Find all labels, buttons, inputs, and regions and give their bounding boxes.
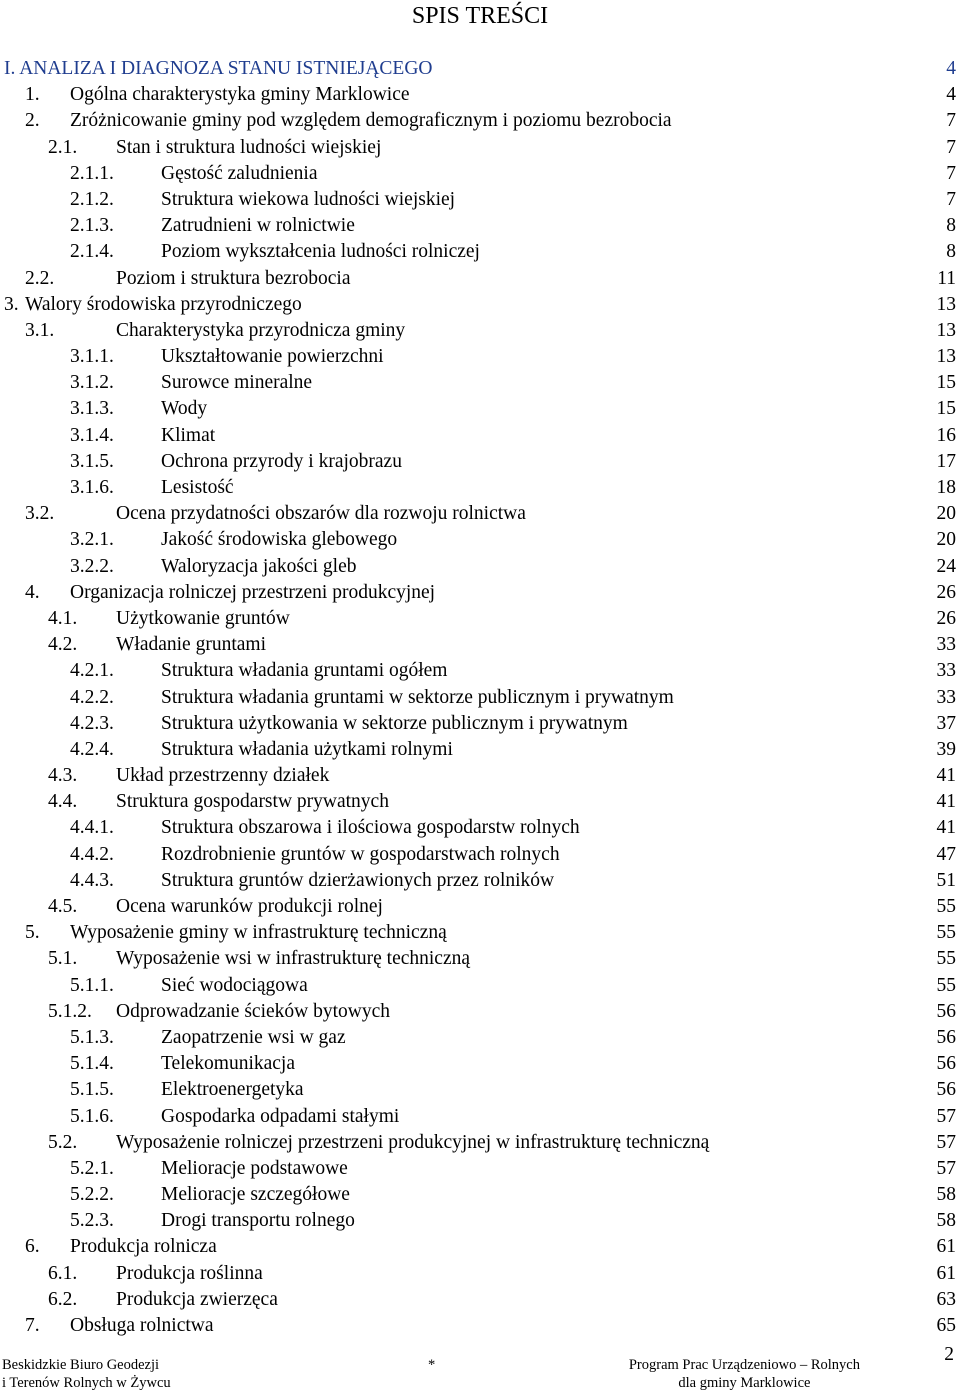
toc-entry-title: Wyposażenie wsi w infrastrukturę techniczną bbox=[116, 948, 471, 970]
toc-entry[interactable] bbox=[0, 554, 960, 580]
toc-entry-number: 5.1.5. bbox=[70, 1079, 114, 1101]
toc-entry[interactable] bbox=[0, 763, 960, 789]
toc-entry-number: 5.2.1. bbox=[70, 1157, 114, 1179]
toc-entry-number: 2. bbox=[25, 110, 40, 132]
toc-entry-title: Poziom wykształcenia ludności rolniczej bbox=[161, 241, 480, 263]
toc-entry-page: 13 bbox=[936, 346, 956, 368]
toc-entry[interactable] bbox=[0, 135, 960, 161]
toc-entry-page: 37 bbox=[936, 712, 956, 734]
toc-entry-page: 11 bbox=[937, 267, 956, 289]
toc-entry-title: Charakterystyka przyrodnicza gminy bbox=[116, 319, 406, 341]
toc-entry[interactable] bbox=[0, 344, 960, 370]
footer-right-line1: Program Prac Urządzeniowo – Rolnych bbox=[628, 1357, 860, 1373]
toc-entry[interactable] bbox=[0, 737, 960, 763]
toc-entry-page: 61 bbox=[936, 1262, 956, 1284]
toc-entry[interactable] bbox=[0, 396, 960, 422]
toc-entry[interactable] bbox=[0, 239, 960, 265]
toc-entry-page: 33 bbox=[936, 686, 956, 708]
toc-entry-number: 3.1.3. bbox=[70, 398, 114, 420]
toc-entry-title: Struktura władania użytkami rolnymi bbox=[161, 738, 453, 760]
toc-entry-number: 5.1.6. bbox=[70, 1105, 114, 1127]
toc-entry-page: 39 bbox=[936, 738, 956, 760]
toc-entry-page: 65 bbox=[936, 1315, 956, 1336]
toc-entry-page: 51 bbox=[936, 869, 956, 891]
toc-entry-title: Melioracje szczegółowe bbox=[161, 1184, 350, 1206]
toc-entry[interactable] bbox=[0, 501, 960, 527]
toc-entry-number: 5.1.3. bbox=[70, 1026, 114, 1048]
toc-entry-number: 5. bbox=[25, 922, 40, 944]
toc-entry-page: 8 bbox=[946, 241, 956, 263]
toc-entry-title: Struktura gospodarstw prywatnych bbox=[116, 791, 389, 813]
toc-entry-title: Zróżnicowanie gminy pod względem demograficznym i poziomu bezrobocia bbox=[70, 110, 672, 132]
toc-entry-number: 3.1.6. bbox=[70, 477, 114, 498]
toc-entry[interactable] bbox=[0, 266, 960, 292]
toc-entry-number: 5.1.2. bbox=[48, 1000, 92, 1022]
toc-entry-page: 56 bbox=[936, 1079, 956, 1101]
toc-entry-page: 55 bbox=[936, 896, 956, 917]
toc-entry-page: 7 bbox=[946, 188, 956, 210]
toc-entry-title: Stan i struktura ludności wiejskiej bbox=[116, 136, 382, 158]
toc-entry-number: 4.2. bbox=[48, 634, 78, 656]
toc-entry-page: 55 bbox=[936, 922, 956, 944]
toc-entry-page: 41 bbox=[936, 765, 956, 787]
toc-entry-title: Użytkowanie gruntów bbox=[116, 607, 290, 629]
toc-entry-title: Układ przestrzenny działek bbox=[116, 765, 330, 787]
toc-entry[interactable] bbox=[0, 580, 960, 606]
toc-entry-page: 33 bbox=[936, 634, 956, 656]
toc-entry-title: Wody bbox=[161, 398, 208, 420]
toc-entry-page: 55 bbox=[936, 974, 956, 996]
toc-entry-page: 13 bbox=[936, 293, 956, 315]
toc-entry-title: Gęstość zaludnienia bbox=[161, 162, 318, 184]
toc-entry-title: Struktura władania gruntami ogółem bbox=[161, 660, 448, 682]
toc-entry-number: 2.1.1. bbox=[70, 162, 114, 184]
toc-entry-title: Ocena przydatności obszarów dla rozwoju rolnictwa bbox=[116, 503, 526, 525]
toc-entry-page: 15 bbox=[936, 372, 956, 394]
toc-entry[interactable] bbox=[0, 789, 960, 815]
toc-entry-number: 4.2.4. bbox=[70, 738, 114, 760]
toc-entry-number: 3. bbox=[4, 293, 19, 315]
toc-entry-number: 6.1. bbox=[48, 1262, 78, 1284]
toc-entry[interactable] bbox=[0, 842, 960, 868]
toc-entry-title: Produkcja roślinna bbox=[116, 1262, 263, 1284]
toc-entry-title: Surowce mineralne bbox=[161, 372, 313, 394]
toc-entry[interactable] bbox=[0, 82, 960, 108]
toc-entry[interactable] bbox=[0, 1156, 960, 1182]
toc-entry-page: 58 bbox=[936, 1210, 956, 1232]
toc-entry-page: 61 bbox=[936, 1236, 956, 1258]
toc-entry-number: 3.1.2. bbox=[70, 372, 114, 394]
toc-entry[interactable] bbox=[0, 1130, 960, 1156]
toc-entry-page: 16 bbox=[936, 424, 956, 446]
toc-entry-number: 6. bbox=[25, 1236, 40, 1258]
toc-entry-page: 18 bbox=[936, 477, 956, 498]
toc-entry-title: Wyposażenie rolniczej przestrzeni produkcyjnej w infrastrukturę techniczną bbox=[116, 1131, 710, 1153]
toc-entry[interactable] bbox=[0, 711, 960, 737]
toc-entry-page: 63 bbox=[936, 1288, 956, 1310]
toc-entry-page: 58 bbox=[936, 1184, 956, 1206]
toc-entry-title: Elektroenergetyka bbox=[161, 1079, 304, 1101]
toc-entry-title: Klimat bbox=[161, 424, 216, 446]
toc-entry-title: Telekomunikacja bbox=[161, 1053, 295, 1075]
toc-entry-number: 3.2. bbox=[25, 503, 55, 525]
toc-entry-page: 8 bbox=[946, 215, 956, 237]
toc-entry[interactable] bbox=[0, 1234, 960, 1260]
toc-entry-page: 41 bbox=[936, 817, 956, 839]
toc-entry-number: 2.2. bbox=[25, 267, 55, 289]
toc-entry-title: Ogólna charakterystyka gminy Marklowice bbox=[70, 84, 410, 106]
toc-entry-title: Drogi transportu rolnego bbox=[161, 1210, 355, 1232]
toc-entry-page: 57 bbox=[936, 1131, 956, 1153]
toc-entry-title: ANALIZA I DIAGNOZA STANU ISTNIEJĄCEGO bbox=[19, 58, 433, 79]
toc-entry-number: 4.4.3. bbox=[70, 869, 114, 891]
toc-entry-number: 5.2. bbox=[48, 1131, 78, 1153]
toc-entry-number: 4.1. bbox=[48, 607, 78, 629]
toc-entry-page: 13 bbox=[936, 319, 956, 341]
toc-entry[interactable] bbox=[0, 187, 960, 213]
toc-entry[interactable] bbox=[0, 606, 960, 632]
toc-entry-page: 17 bbox=[936, 450, 956, 472]
toc-entry-title: Odprowadzanie ścieków bytowych bbox=[116, 1000, 390, 1022]
page-footer bbox=[0, 1356, 960, 1393]
toc-entry-title: Zatrudnieni w rolnictwie bbox=[161, 215, 355, 237]
toc-entry-title: Ukształtowanie powierzchni bbox=[161, 346, 384, 368]
toc-entry[interactable] bbox=[0, 161, 960, 187]
toc-entry-title: Waloryzacja jakości gleb bbox=[161, 555, 357, 577]
toc-entry[interactable] bbox=[0, 658, 960, 684]
toc-entry-title: Ochrona przyrody i krajobrazu bbox=[161, 450, 402, 472]
toc-entry-page: 4 bbox=[946, 58, 956, 79]
toc-entry[interactable] bbox=[0, 527, 960, 553]
toc-entry-number: 4.2.2. bbox=[70, 686, 114, 708]
toc-entry-page: 47 bbox=[936, 843, 956, 865]
toc-entry-number: 5.1.4. bbox=[70, 1053, 114, 1075]
toc-entry-number: 3.1.4. bbox=[70, 424, 114, 446]
toc-entry-page: 7 bbox=[946, 136, 956, 158]
toc-entry-page: 24 bbox=[936, 555, 956, 577]
toc-entry-number: 4.5. bbox=[48, 896, 78, 917]
toc-entry-title: Organizacja rolniczej przestrzeni produkcyjnej bbox=[70, 581, 436, 603]
toc-entry-page: 20 bbox=[936, 529, 956, 551]
toc-entry-title: Walory środowiska przyrodniczego bbox=[25, 293, 302, 315]
toc-entry[interactable] bbox=[0, 370, 960, 396]
footer-left bbox=[2, 1356, 171, 1392]
toc-entry[interactable] bbox=[0, 292, 960, 318]
footer-left-line1: Beskidzkie Biuro Geodezji bbox=[2, 1357, 160, 1373]
toc-entry[interactable] bbox=[0, 894, 960, 920]
toc-entry-title: Rozdrobnienie gruntów w gospodarstwach rolnych bbox=[161, 843, 560, 865]
toc-entry[interactable] bbox=[0, 920, 960, 946]
page-title: SPIS TREŚCI bbox=[411, 3, 549, 29]
toc-entry[interactable] bbox=[0, 1182, 960, 1208]
toc-entry[interactable] bbox=[0, 946, 960, 972]
toc-entry-number: 3.2.1. bbox=[70, 529, 114, 551]
toc-entry-page: 20 bbox=[936, 503, 956, 525]
toc-entry-number: 5.1.1. bbox=[70, 974, 114, 996]
toc-entry-page: 7 bbox=[946, 162, 956, 184]
toc-entry-title: Władanie gruntami bbox=[116, 634, 266, 656]
page-number: 2 bbox=[944, 1344, 954, 1365]
toc-entry-number: 2.1.4. bbox=[70, 241, 114, 263]
toc-entry-title: Struktura obszarowa i ilościowa gospodarstw rolnych bbox=[161, 817, 580, 839]
toc-entry-title: Struktura gruntów dzierżawionych przez rolników bbox=[161, 869, 555, 891]
toc-entry[interactable] bbox=[0, 1313, 960, 1339]
toc-entry-page: 26 bbox=[936, 607, 956, 629]
toc-entry-title: Struktura wiekowa ludności wiejskiej bbox=[161, 188, 456, 210]
toc-entry[interactable] bbox=[0, 1077, 960, 1103]
toc-entry-number: 3.1. bbox=[25, 319, 55, 341]
toc-entry-page: 7 bbox=[946, 110, 956, 132]
toc-entry-title: Zaopatrzenie wsi w gaz bbox=[161, 1026, 346, 1048]
toc-entry-title: Ocena warunków produkcji rolnej bbox=[116, 896, 383, 917]
toc-entry-number: 3.1.1. bbox=[70, 346, 114, 368]
toc-entry-number: 4.3. bbox=[48, 765, 78, 787]
toc-entry-title: Jakość środowiska glebowego bbox=[161, 529, 398, 551]
toc-entry[interactable] bbox=[0, 815, 960, 841]
toc-entry-number: 6.2. bbox=[48, 1288, 78, 1310]
toc-entry-number: 3.1.5. bbox=[70, 450, 114, 472]
toc-entry-page: 41 bbox=[936, 791, 956, 813]
toc-entry-page: 33 bbox=[936, 660, 956, 682]
toc-entry-number: 4. bbox=[25, 581, 40, 603]
toc-entry-page: 55 bbox=[936, 948, 956, 970]
toc-entry[interactable] bbox=[0, 108, 960, 134]
toc-entry-page: 26 bbox=[936, 581, 956, 603]
toc-entry-page: 56 bbox=[936, 1000, 956, 1022]
toc-entry-number: 5.2.3. bbox=[70, 1210, 114, 1232]
footer-right-line2: dla gminy Marklowice bbox=[678, 1375, 811, 1391]
toc-entry-title: Struktura władania gruntami w sektorze publicznym i prywatnym bbox=[161, 686, 674, 708]
toc-entry-title: Gospodarka odpadami stałymi bbox=[161, 1105, 400, 1127]
toc-entry[interactable] bbox=[0, 1261, 960, 1287]
toc-entry-title: Lesistość bbox=[161, 477, 234, 498]
toc-entry[interactable] bbox=[0, 475, 960, 501]
toc-entry[interactable] bbox=[0, 449, 960, 475]
toc-entry-page: 56 bbox=[936, 1053, 956, 1075]
toc-entry[interactable] bbox=[0, 685, 960, 711]
toc-entry-title: Poziom i struktura bezrobocia bbox=[116, 267, 351, 289]
toc-entry-page: 56 bbox=[936, 1026, 956, 1048]
toc-entry-number: 7. bbox=[25, 1315, 40, 1336]
toc-entry-number: 4.4. bbox=[48, 791, 78, 813]
toc-entry-number: I. bbox=[4, 58, 16, 79]
toc-entry[interactable] bbox=[0, 1208, 960, 1234]
toc-entry-page: 15 bbox=[936, 398, 956, 420]
toc-entry-number: 5.1. bbox=[48, 948, 78, 970]
toc-entry-number: 2.1.3. bbox=[70, 215, 114, 237]
toc-entry-number: 2.1. bbox=[48, 136, 78, 158]
toc-entry[interactable] bbox=[0, 56, 960, 82]
toc-entry-number: 1. bbox=[25, 84, 40, 106]
toc-entry-page: 57 bbox=[936, 1105, 956, 1127]
toc-entry[interactable] bbox=[0, 999, 960, 1025]
toc-entry[interactable] bbox=[0, 318, 960, 344]
toc-entry-title: Obsługa rolnictwa bbox=[70, 1315, 214, 1336]
toc-entry-number: 2.1.2. bbox=[70, 188, 114, 210]
toc-entry-title: Sieć wodociągowa bbox=[161, 974, 308, 996]
toc-entry-label bbox=[4, 56, 433, 82]
toc-entry-number: 3.2.2. bbox=[70, 555, 114, 577]
toc-entry[interactable] bbox=[0, 1051, 960, 1077]
toc-entry[interactable] bbox=[0, 213, 960, 239]
toc-entry-number: 4.2.3. bbox=[70, 712, 114, 734]
toc-entry[interactable] bbox=[0, 1025, 960, 1051]
toc-entry-title: Produkcja zwierzęca bbox=[116, 1288, 278, 1310]
footer-separator: * bbox=[428, 1357, 436, 1373]
toc-entry-title: Struktura użytkowania w sektorze publicznym i prywatnym bbox=[161, 712, 628, 734]
toc-entry[interactable] bbox=[0, 1104, 960, 1130]
toc-entry[interactable] bbox=[0, 1287, 960, 1313]
toc-entry-title: Melioracje podstawowe bbox=[161, 1157, 348, 1179]
toc-entry-number: 4.4.2. bbox=[70, 843, 114, 865]
toc-entry-number: 5.2.2. bbox=[70, 1184, 114, 1206]
footer-right bbox=[629, 1356, 860, 1392]
toc-entry-title: Wyposażenie gminy w infrastrukturę techniczną bbox=[70, 922, 447, 944]
toc-entry-number: 4.4.1. bbox=[70, 817, 114, 839]
toc-entry[interactable] bbox=[0, 868, 960, 894]
footer-left-line2: i Terenów Rolnych w Żywcu bbox=[2, 1375, 171, 1391]
toc-entry-title: Produkcja rolnicza bbox=[70, 1236, 217, 1258]
toc-entry-page: 4 bbox=[946, 84, 956, 106]
toc-entry-number: 4.2.1. bbox=[70, 660, 114, 682]
toc-entry[interactable] bbox=[0, 973, 960, 999]
table-of-contents bbox=[0, 56, 960, 1339]
toc-entry[interactable] bbox=[0, 632, 960, 658]
toc-entry[interactable] bbox=[0, 423, 960, 449]
toc-entry-page: 57 bbox=[936, 1157, 956, 1179]
